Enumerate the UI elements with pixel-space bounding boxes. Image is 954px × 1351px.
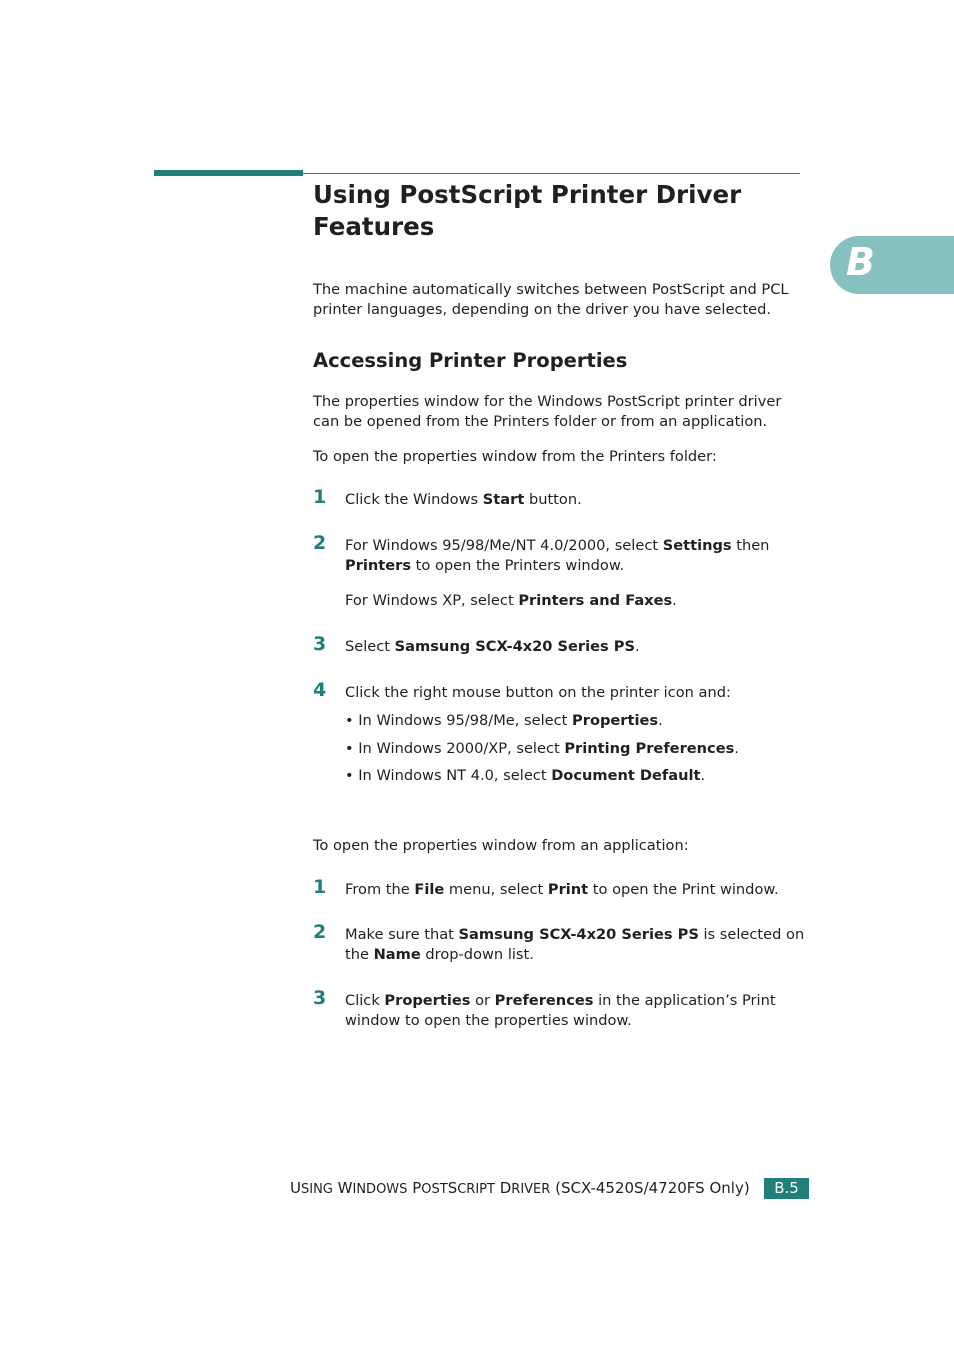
step-number: 4 (313, 679, 327, 701)
intro-paragraph: The machine automatically switches between PostScript and PCL printer languages, depending on the driver you have selected. (313, 281, 789, 318)
folder-lead: To open the properties window from the Printers folder: (313, 448, 717, 465)
step-text: Select Samsung SCX-4x20 Series PS. (345, 638, 640, 655)
step-text: From the File menu, select Print to open the Print window. (345, 881, 779, 898)
step-number: 3 (313, 987, 327, 1009)
step-number: 2 (313, 921, 327, 943)
bullet-item: • In Windows 95/98/Me, select Properties. (345, 712, 663, 729)
footer-running-title: USING WINDOWS POSTSCRIPT DRIVER (SCX-4520S/4720FS Only) (290, 1179, 750, 1197)
page-title: Using PostScript Printer Driver Features (313, 180, 742, 241)
step-number: 2 (313, 532, 327, 554)
step-text: Click the Windows Start button. (345, 491, 582, 508)
chapter-tab (830, 236, 954, 294)
step-text: Click the right mouse button on the printer icon and: (345, 684, 731, 701)
chapter-tab-letter: B (846, 240, 875, 284)
step-number: 3 (313, 633, 327, 655)
bullet-item: • In Windows 2000/XP, select Printing Preferences. (345, 740, 739, 757)
step-text: Make sure that Samsung SCX-4x20 Series PS is selected on the Name drop-down list. (345, 926, 805, 963)
header-rule-thick (154, 170, 303, 176)
section-intro: The properties window for the Windows PostScript printer driver can be opened from the Printers folder or from an application. (313, 393, 782, 430)
header-rule-thin (303, 173, 800, 174)
step-text: For Windows 95/98/Me/NT 4.0/2000, select Settings then Printers to open the Printers window. (345, 537, 770, 574)
step-number: 1 (313, 486, 327, 508)
step-number: 1 (313, 876, 327, 898)
page-number-badge: B.5 (764, 1178, 809, 1199)
app-lead: To open the properties window from an application: (313, 837, 689, 854)
bullet-item: • In Windows NT 4.0, select Document Default. (345, 767, 706, 784)
section-heading: Accessing Printer Properties (313, 349, 628, 372)
step-text: Click Properties or Preferences in the application’s Print window to open the properties window. (345, 992, 776, 1029)
step-text: For Windows XP, select Printers and Faxes. (345, 592, 677, 609)
